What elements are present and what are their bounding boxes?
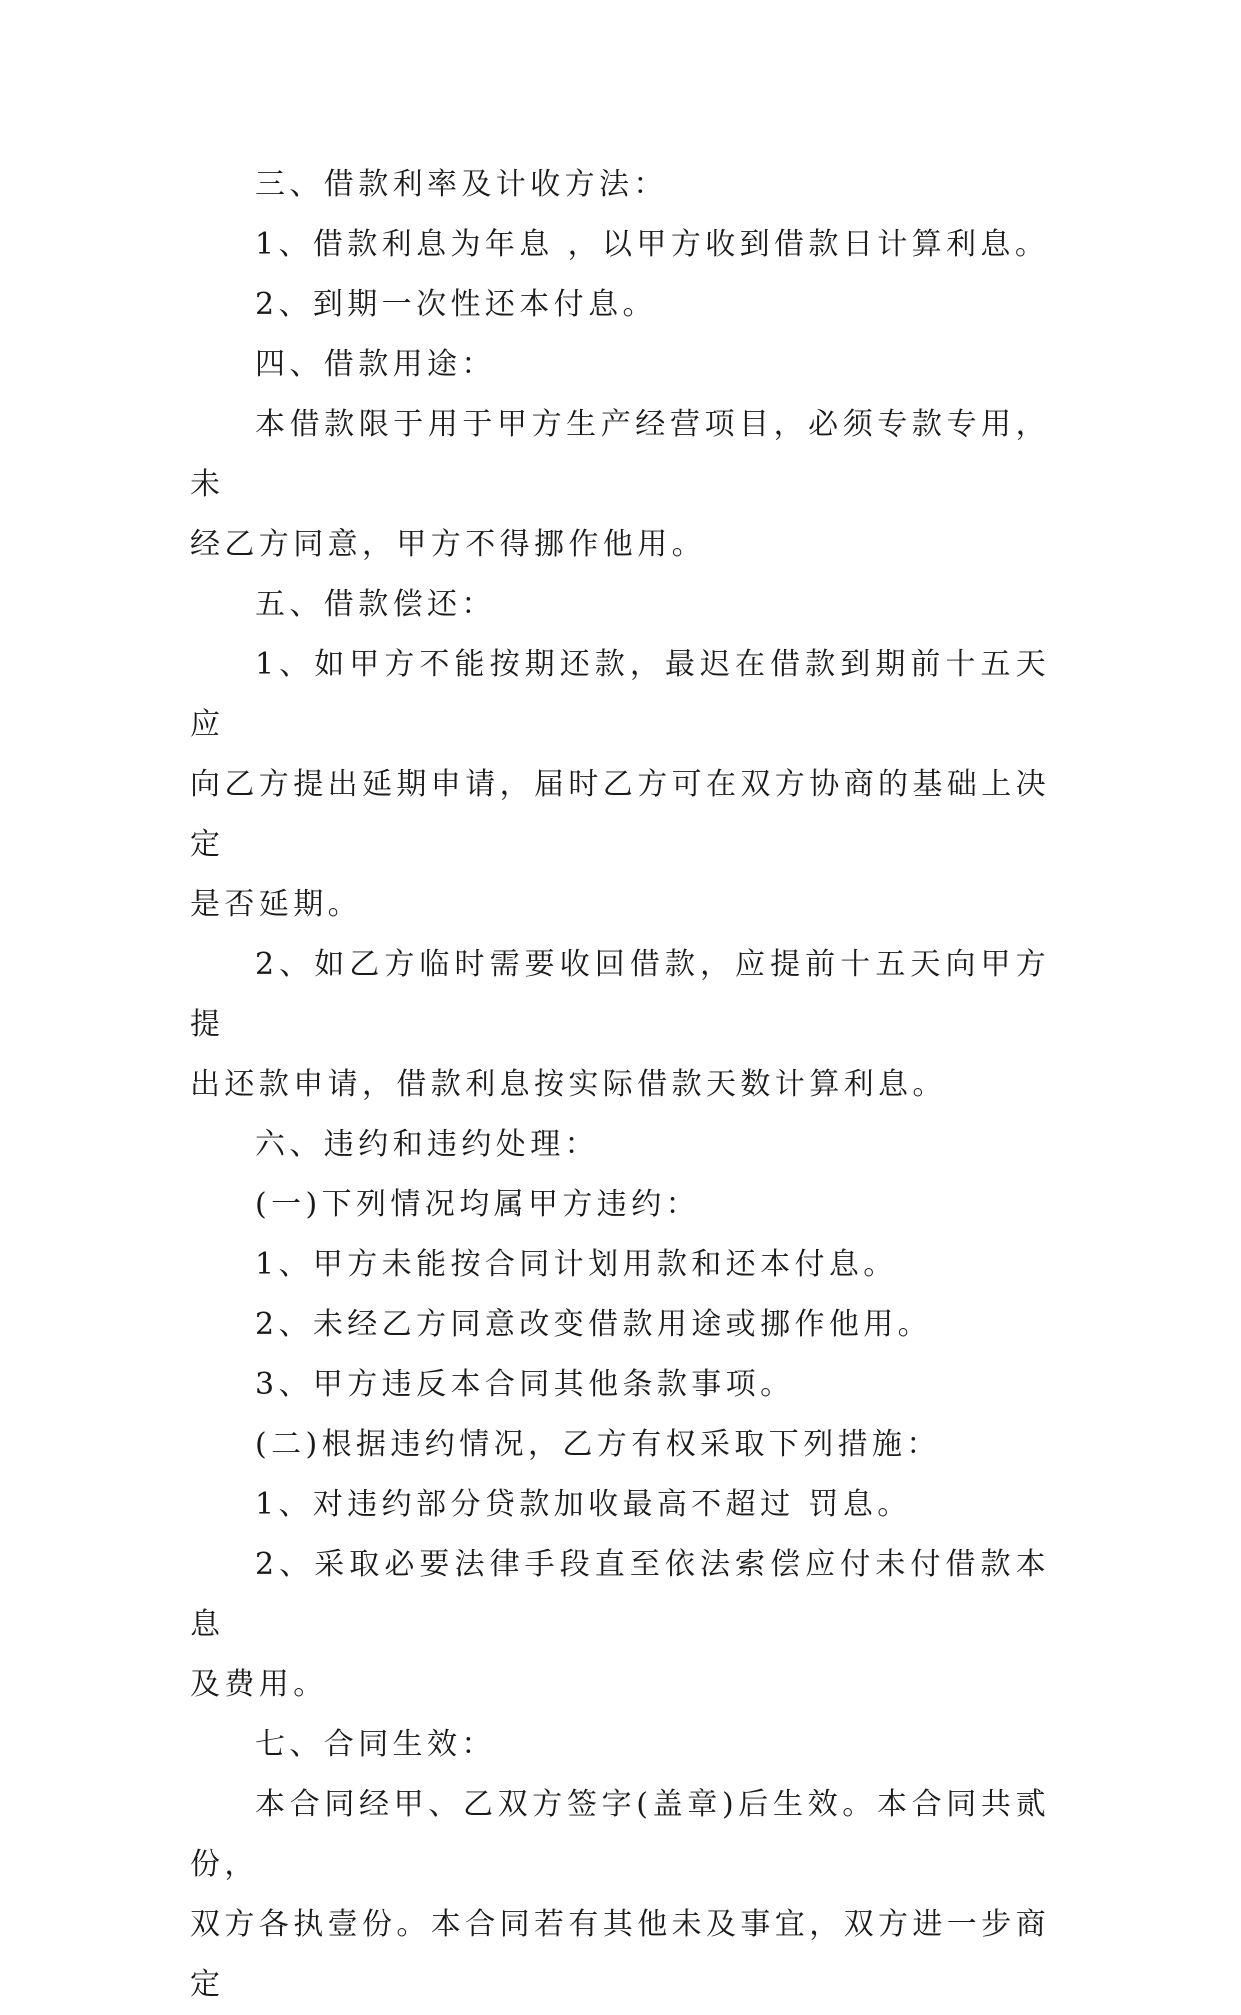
paragraph-line: 三、借款利率及计收方法： bbox=[255, 167, 668, 202]
paragraph bbox=[190, 935, 1050, 1115]
paragraph-line: (一)下列情况均属甲方违约： bbox=[255, 1187, 701, 1222]
paragraph bbox=[190, 395, 1050, 575]
document-body bbox=[190, 155, 1050, 2015]
paragraph bbox=[190, 155, 1050, 215]
paragraph-line: 及费用。 bbox=[190, 1667, 328, 1702]
paragraph bbox=[190, 1175, 1050, 1235]
paragraph bbox=[190, 1535, 1050, 1715]
paragraph bbox=[190, 1115, 1050, 1175]
paragraph-line: 六、违约和违约处理： bbox=[255, 1127, 599, 1162]
paragraph-line: 3、甲方违反本合同其他条款事项。 bbox=[255, 1367, 795, 1402]
paragraph bbox=[190, 1415, 1050, 1475]
paragraph bbox=[190, 575, 1050, 635]
paragraph-line: 五、借款偿还： bbox=[255, 587, 496, 622]
paragraph bbox=[190, 1475, 1050, 1535]
paragraph-line: 经乙方同意，甲方不得挪作他用。 bbox=[190, 527, 706, 562]
paragraph bbox=[190, 1715, 1050, 1775]
paragraph-line: 1、如甲方不能按期还款，最迟在借款到期前十五天应 bbox=[190, 647, 1050, 742]
paragraph-line: 四、借款用途： bbox=[255, 347, 496, 382]
paragraph bbox=[190, 275, 1050, 335]
paragraph-line: 出还款申请，借款利息按实际借款天数计算利息。 bbox=[190, 1067, 947, 1102]
paragraph-line: 本借款限于用于甲方生产经营项目，必须专款专用，未 bbox=[190, 407, 1050, 502]
paragraph bbox=[190, 215, 1050, 275]
paragraph-line: 1、甲方未能按合同计划用款和还本付息。 bbox=[255, 1247, 898, 1282]
paragraph-line: 向乙方提出延期申请，届时乙方可在双方协商的基础上决定 bbox=[190, 767, 1050, 862]
paragraph-line: 2、未经乙方同意改变借款用途或挪作他用。 bbox=[255, 1307, 933, 1342]
paragraph bbox=[190, 1355, 1050, 1415]
paragraph-line: 本合同经甲、乙双方签字(盖章)后生效。本合同共贰份， bbox=[190, 1787, 1050, 1882]
paragraph-line: 2、到期一次性还本付息。 bbox=[255, 287, 657, 322]
paragraph bbox=[190, 1295, 1050, 1355]
paragraph-line: 七、合同生效： bbox=[255, 1727, 496, 1762]
paragraph bbox=[190, 635, 1050, 935]
paragraph-line: 双方各执壹份。本合同若有其他未及事宜，双方进一步商定 bbox=[190, 1907, 1050, 2002]
paragraph-line: (二)根据违约情况，乙方有权采取下列措施： bbox=[255, 1427, 941, 1462]
paragraph bbox=[190, 1775, 1050, 2015]
paragraph-line: 2、如乙方临时需要收回借款，应提前十五天向甲方提 bbox=[190, 947, 1050, 1042]
paragraph bbox=[190, 335, 1050, 395]
paragraph bbox=[190, 1235, 1050, 1295]
paragraph-line: 1、借款利息为年息 ，以甲方收到借款日计算利息。 bbox=[255, 227, 1050, 262]
paragraph-line: 1、对违约部分贷款加收最高不超过 罚息。 bbox=[255, 1487, 912, 1522]
paragraph-line: 是否延期。 bbox=[190, 887, 362, 922]
paragraph-line: 2、采取必要法律手段直至依法索偿应付未付借款本息 bbox=[190, 1547, 1050, 1642]
